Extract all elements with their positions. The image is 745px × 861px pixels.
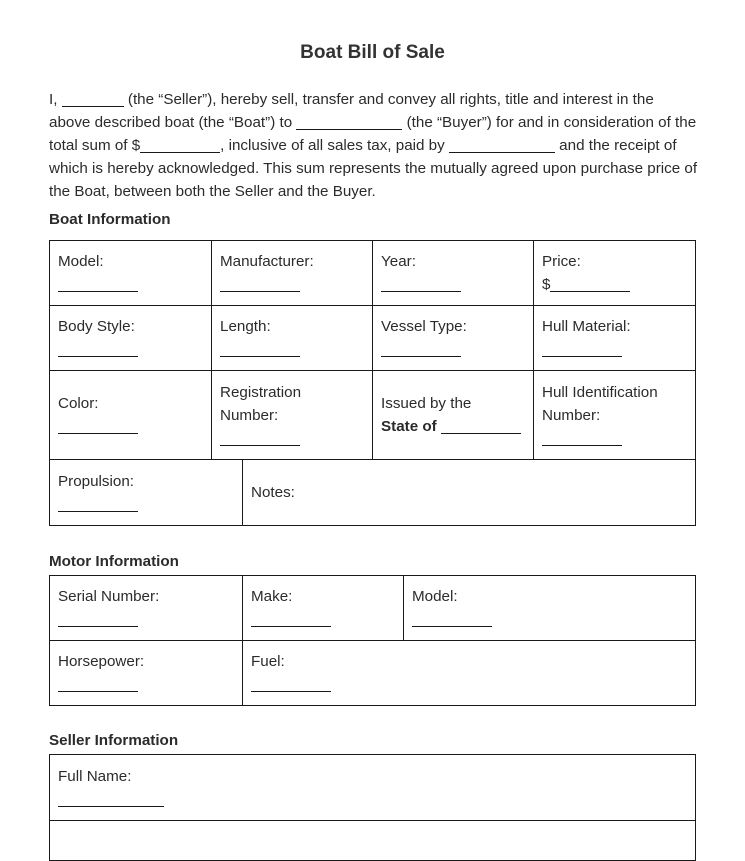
make-label: Make: bbox=[251, 588, 293, 605]
section-seller-information: Seller Information bbox=[49, 732, 179, 749]
body-style-cell bbox=[50, 306, 212, 371]
year-cell bbox=[373, 241, 534, 306]
fuel-label: Fuel: bbox=[251, 653, 285, 670]
manufacturer-blank[interactable] bbox=[220, 277, 300, 292]
model-label: Model: bbox=[58, 253, 104, 270]
full-name-cell bbox=[50, 755, 696, 821]
make-cell bbox=[243, 576, 404, 641]
notes-cell[interactable] bbox=[243, 460, 696, 526]
registration-label-line2: Number: bbox=[220, 406, 279, 424]
length-cell bbox=[212, 306, 373, 371]
hull-id-label-line2: Number: bbox=[542, 406, 601, 424]
section-boat-information: Boat Information bbox=[49, 211, 171, 228]
motor-model-cell bbox=[404, 576, 696, 641]
notes-label: Notes: bbox=[251, 484, 295, 501]
intro-paragraph bbox=[49, 88, 699, 203]
price-blank[interactable] bbox=[550, 277, 630, 292]
intro-text-2: (the “Seller”), hereby sell, transfer and convey all rights, title and interest in the above described boat (the “Boat”) to bbox=[49, 91, 654, 131]
color-label: Color: bbox=[58, 395, 99, 412]
intro-text-5: and the receipt of which is hereby acknowledged. This sum represents the mutually agreed upon purchase price of the Boat, between both the Seller and the Buyer. bbox=[49, 137, 698, 200]
motor-model-label: Model: bbox=[412, 588, 458, 605]
serial-number-label: Serial Number: bbox=[58, 588, 160, 605]
intro-text-1: I, bbox=[49, 91, 62, 108]
motor-information-table bbox=[49, 575, 696, 706]
fuel-cell bbox=[243, 641, 696, 706]
seller-information-table bbox=[49, 754, 696, 861]
registration-cell bbox=[212, 371, 373, 460]
seller-next-row bbox=[50, 821, 696, 861]
price-prefix: $ bbox=[542, 276, 551, 293]
document-title: Boat Bill of Sale bbox=[300, 42, 445, 63]
issued-by-label: Issued by the bbox=[381, 395, 472, 412]
body-style-blank[interactable] bbox=[58, 342, 138, 357]
serial-number-blank[interactable] bbox=[58, 612, 138, 627]
color-blank[interactable] bbox=[58, 419, 138, 434]
total-sum-blank[interactable] bbox=[140, 138, 220, 153]
model-blank[interactable] bbox=[58, 277, 138, 292]
full-name-label: Full Name: bbox=[58, 767, 132, 785]
horsepower-label: Horsepower: bbox=[58, 653, 145, 670]
intro-text-3: (the “Buyer”) for and in consideration of the total sum of $ bbox=[49, 114, 697, 154]
propulsion-blank[interactable] bbox=[58, 497, 138, 512]
hull-id-cell bbox=[534, 371, 696, 460]
length-blank[interactable] bbox=[220, 342, 300, 357]
issued-by-cell bbox=[373, 371, 534, 460]
propulsion-cell bbox=[50, 460, 243, 526]
state-blank[interactable] bbox=[441, 419, 521, 434]
body-style-label: Body Style: bbox=[58, 318, 135, 335]
year-label: Year: bbox=[381, 253, 416, 270]
buyer-name-blank[interactable] bbox=[296, 115, 402, 130]
price-label: Price: bbox=[542, 253, 581, 270]
paid-by-blank[interactable] bbox=[449, 138, 555, 153]
model-cell bbox=[50, 241, 212, 306]
registration-label-line1: Registration bbox=[220, 383, 302, 401]
motor-model-blank[interactable] bbox=[412, 612, 492, 627]
make-blank[interactable] bbox=[251, 612, 331, 627]
vessel-type-cell bbox=[373, 306, 534, 371]
serial-number-cell bbox=[50, 576, 243, 641]
manufacturer-label: Manufacturer: bbox=[220, 253, 314, 270]
propulsion-label: Propulsion: bbox=[58, 472, 134, 490]
registration-blank[interactable] bbox=[220, 431, 300, 446]
section-motor-information: Motor Information bbox=[49, 553, 179, 570]
horsepower-blank[interactable] bbox=[58, 677, 138, 692]
vessel-type-label: Vessel Type: bbox=[381, 318, 467, 335]
vessel-type-blank[interactable] bbox=[381, 342, 461, 357]
price-cell bbox=[534, 241, 696, 306]
hull-material-cell bbox=[534, 306, 696, 371]
state-of-label: State of bbox=[381, 418, 437, 435]
full-name-blank[interactable] bbox=[58, 792, 164, 807]
manufacturer-cell bbox=[212, 241, 373, 306]
year-blank[interactable] bbox=[381, 277, 461, 292]
intro-text-4: , inclusive of all sales tax, paid by bbox=[220, 137, 449, 154]
seller-name-blank[interactable] bbox=[62, 92, 124, 107]
horsepower-cell bbox=[50, 641, 243, 706]
hull-id-blank[interactable] bbox=[542, 431, 622, 446]
hull-material-blank[interactable] bbox=[542, 342, 622, 357]
hull-id-label-line1: Hull Identification bbox=[542, 383, 658, 401]
boat-information-table bbox=[49, 240, 696, 526]
color-cell bbox=[50, 371, 212, 460]
hull-material-label: Hull Material: bbox=[542, 318, 631, 335]
fuel-blank[interactable] bbox=[251, 677, 331, 692]
length-label: Length: bbox=[220, 318, 271, 335]
